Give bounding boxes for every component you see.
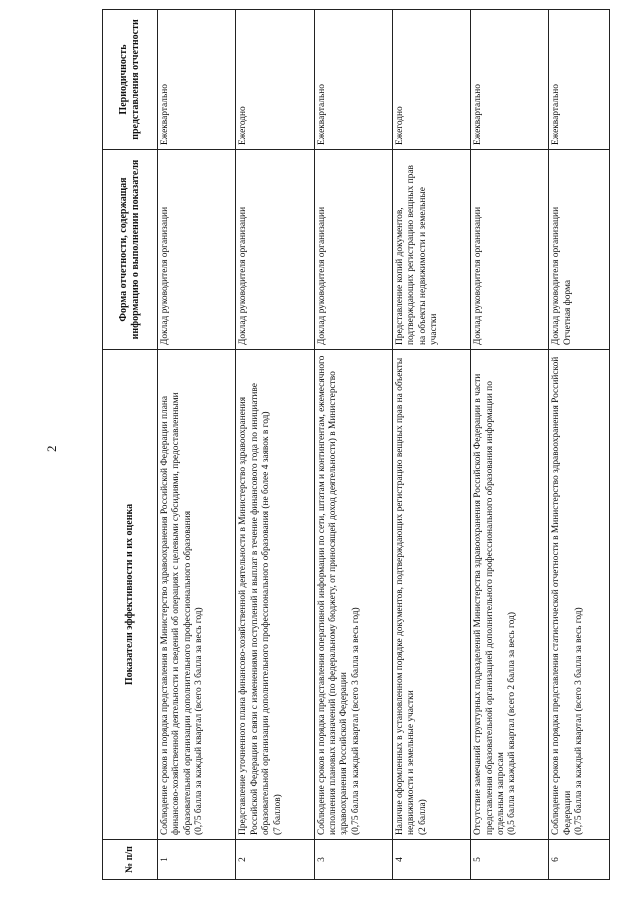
table-row xyxy=(549,10,610,880)
table-row xyxy=(314,10,392,880)
header-num: № п/п xyxy=(103,840,158,880)
row-period: Ежеквартально xyxy=(549,10,610,150)
table-row xyxy=(158,10,236,880)
row-period: Ежеквартально xyxy=(158,10,236,150)
row-num: 4 xyxy=(392,840,470,880)
row-num: 3 xyxy=(314,840,392,880)
row-indicator: Наличие оформленных в установленном порядке документов, подтверждающих регистрацию вещных прав на объекты недвижимости и земельные участки (2 балла) xyxy=(392,350,470,840)
row-indicator: Отсутствие замечаний структурных подразделений Министерства здравоохранения Российской Федерации в части представления образовательной организацией дополнительного профессионального образования информации по отдельным запросам (0,5 балла за каждый квартал (всего 2 балла за весь год) xyxy=(471,350,549,840)
row-form: Доклад руководителя организации xyxy=(236,150,314,350)
table-row xyxy=(392,10,470,880)
row-num: 6 xyxy=(549,840,610,880)
header-period: Периодичность представления отчетности xyxy=(103,10,158,150)
header-indicator: Показатели эффективности и их оценка xyxy=(103,350,158,840)
row-indicator: Соблюдение сроков и порядка представления оперативной информации по сети, штатам и контингентам, ежемесячного исполнения плановых назначений (по федеральному бюджету, от приносящей доход деятельности) в Министерство здравоохранения Российской Федерации (0,75 балла за каждый квартал (всего 3 балла за весь год) xyxy=(314,350,392,840)
row-form: Представление копий документов, подтверждающих регистрацию вещных прав на объекты недвижимости и земельные участки xyxy=(392,150,470,350)
row-form: Доклад руководителя организации xyxy=(158,150,236,350)
row-period: Ежеквартально xyxy=(314,10,392,150)
table-row xyxy=(236,10,314,880)
row-indicator: Соблюдение сроков и порядка представления в Министерство здравоохранения Российской Федерации плана финансово-хозяйственной деятельности и сведений об операциях с целевыми субсидиями, предоставленными образовательной организации дополнительного профессионального образования (0,75 балла за каждый квартал (всего 3 балла за весь год) xyxy=(158,350,236,840)
rotated-table-container xyxy=(102,10,610,880)
row-num: 2 xyxy=(236,840,314,880)
row-period: Ежеквартально xyxy=(471,10,549,150)
efficiency-indicators-table xyxy=(102,9,610,880)
table-row xyxy=(471,10,549,880)
row-indicator: Соблюдение сроков и порядка представления статистической отчетности в Министерство здравоохранения Российской Федерации (0,75 балла за каждый квартал (всего 3 балла за весь год) xyxy=(549,350,610,840)
table-header-row xyxy=(103,10,158,880)
row-indicator: Представление уточненного плана финансово-хозяйственной деятельности в Министерство здравоохранения Российской Федерации в связи с изменениями поступлений и выплат в течение финансового года по инициативе образовательной организации дополнительного профессионального образования (не более 4 заявок в год) (7 баллов) xyxy=(236,350,314,840)
row-form: Доклад руководителя организации Отчетная форма xyxy=(549,150,610,350)
row-period: Ежегодно xyxy=(392,10,470,150)
row-form: Доклад руководителя организации xyxy=(314,150,392,350)
page-number: 2 xyxy=(44,445,59,452)
row-period: Ежегодно xyxy=(236,10,314,150)
row-num: 1 xyxy=(158,840,236,880)
header-form: Форма отчетности, содержащая информацию о выполнении показателя xyxy=(103,150,158,350)
row-num: 5 xyxy=(471,840,549,880)
row-form: Доклад руководителя организации xyxy=(471,150,549,350)
